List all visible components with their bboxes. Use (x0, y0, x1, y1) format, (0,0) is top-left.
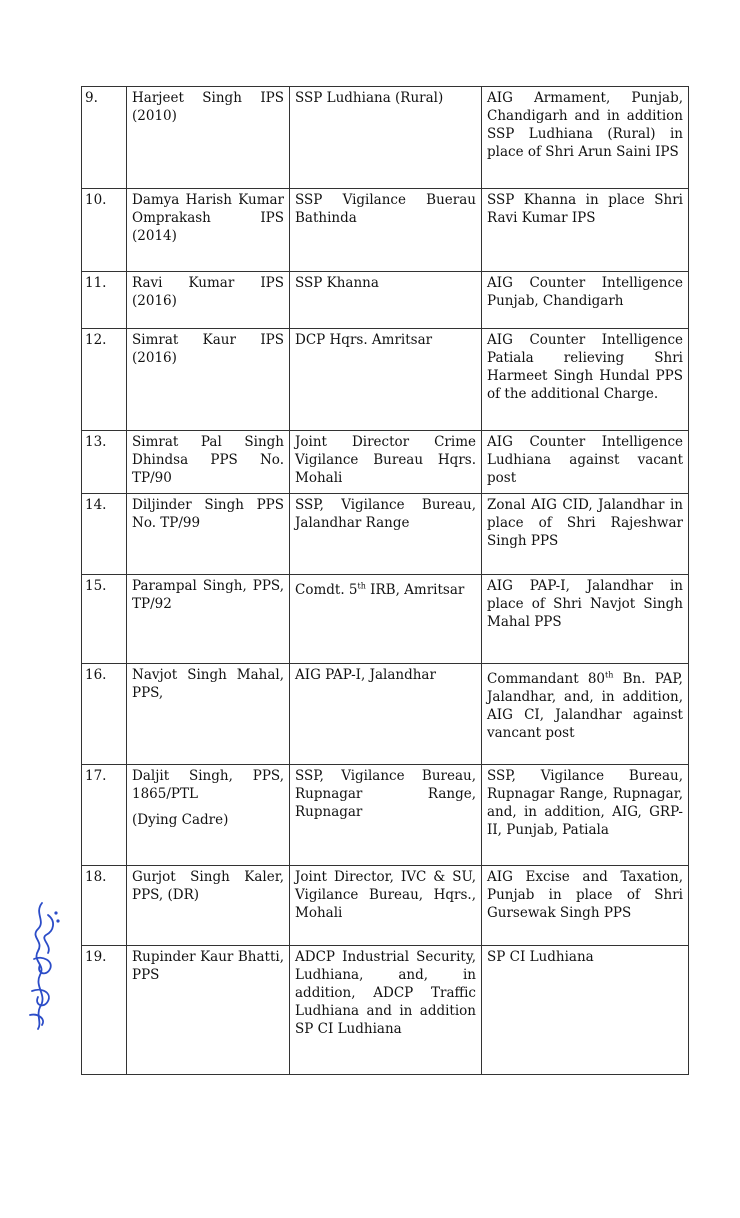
current-posting-cell (290, 431, 482, 494)
table-body (82, 87, 689, 1075)
serial-number-text: 12. (85, 332, 107, 348)
officer-name-cell (127, 866, 290, 946)
new-posting-cell (482, 431, 689, 494)
officer-name-cell (127, 946, 290, 1075)
new-posting-text: AIG Excise and Taxation, Punjab in place of Shri Gursewak Singh PPS (487, 869, 683, 921)
officer-name-cell (127, 494, 290, 575)
officer-name-cell (127, 664, 290, 765)
new-posting-text: Commandant 80th Bn. PAP, Jalandhar, and, in addition, AIG CI, Jalandhar against vancant post (487, 670, 683, 741)
serial-number-text: 17. (85, 768, 107, 784)
current-posting-cell (290, 946, 482, 1075)
current-posting-text: SSP, Vigilance Bureau, Jalandhar Range (295, 497, 476, 531)
current-posting-cell (290, 494, 482, 575)
new-posting-cell (482, 87, 689, 189)
current-posting-cell (290, 272, 482, 329)
new-posting-cell (482, 946, 689, 1075)
current-posting-text: SSP Khanna (295, 275, 379, 291)
transfer-table (81, 86, 689, 1075)
new-posting-text: AIG Armament, Punjab, Chandigarh and in addition SSP Ludhiana (Rural) in place of Shri Arun Saini IPS (487, 90, 683, 160)
new-posting-text: Zonal AIG CID, Jalandhar in place of Shri Rajeshwar Singh PPS (487, 497, 683, 549)
officer-name-cell (127, 272, 290, 329)
new-posting-cell (482, 575, 689, 664)
current-posting-cell (290, 866, 482, 946)
officer-name-text: Ravi Kumar IPS (2016) (132, 275, 284, 309)
table-row (82, 866, 689, 946)
current-posting-text: Comdt. 5th IRB, Amritsar (295, 581, 465, 598)
officer-name-text: Damya Harish Kumar Omprakash IPS (2014) (132, 192, 284, 244)
new-posting-text: SSP, Vigilance Bureau, Rupnagar Range, Rupnagar, and, in addition, AIG, GRP-II, Punjab, Patiala (487, 768, 683, 838)
serial-number-text: 15. (85, 578, 107, 594)
officer-name-cell (127, 189, 290, 272)
current-posting-text: AIG PAP-I, Jalandhar (295, 667, 436, 683)
serial-number-cell (82, 431, 127, 494)
current-posting-cell (290, 189, 482, 272)
new-posting-text: SP CI Ludhiana (487, 949, 594, 965)
signature-dot (56, 919, 59, 922)
new-posting-text: AIG PAP-I, Jalandhar in place of Shri Navjot Singh Mahal PPS (487, 578, 683, 630)
current-posting-text: SSP, Vigilance Bureau, Rupnagar Range, Rupnagar (295, 768, 476, 820)
table-row (82, 946, 689, 1075)
serial-number-cell (82, 189, 127, 272)
current-posting-text: ADCP Industrial Security, Ludhiana, and, in addition, ADCP Traffic Ludhiana and in addition SP CI Ludhiana (295, 949, 476, 1037)
officer-name-text: Diljinder Singh PPS No. TP/99 (132, 497, 284, 531)
current-posting-text: SSP Ludhiana (Rural) (295, 90, 444, 106)
serial-number-text: 10. (85, 192, 107, 208)
serial-number-text: 11. (85, 275, 107, 291)
table-row (82, 575, 689, 664)
current-posting-cell (290, 664, 482, 765)
new-posting-text: AIG Counter Intelligence Patiala relieving Shri Harmeet Singh Hundal PPS of the additional Charge. (487, 332, 683, 402)
officer-name-cell (127, 87, 290, 189)
new-posting-cell (482, 765, 689, 866)
current-posting-text: Joint Director Crime Vigilance Bureau Hqrs. Mohali (295, 434, 476, 486)
officer-name-cell (127, 329, 290, 431)
current-posting-cell (290, 575, 482, 664)
serial-number-cell (82, 329, 127, 431)
serial-number-text: 14. (85, 497, 107, 513)
serial-number-cell (82, 664, 127, 765)
serial-number-cell (82, 946, 127, 1075)
serial-number-cell (82, 765, 127, 866)
table-row (82, 329, 689, 431)
officer-name-text: Daljit Singh, PPS, 1865/PTL (132, 768, 284, 802)
officer-cadre-note: (Dying Cadre) (132, 812, 229, 828)
new-posting-cell (482, 866, 689, 946)
officer-name-text: Simrat Pal Singh Dhindsa PPS No. TP/90 (132, 434, 284, 486)
current-posting-text: SSP Vigilance Buerau Bathinda (295, 192, 476, 226)
current-posting-cell (290, 765, 482, 866)
officer-name-text: Harjeet Singh IPS (2010) (132, 90, 284, 124)
officer-name-cell (127, 765, 290, 866)
current-posting-text: DCP Hqrs. Amritsar (295, 332, 433, 348)
current-posting-cell (290, 87, 482, 189)
serial-number-cell (82, 272, 127, 329)
new-posting-text: SSP Khanna in place Shri Ravi Kumar IPS (487, 192, 683, 226)
serial-number-text: 16. (85, 667, 107, 683)
handwritten-signature (12, 895, 72, 1035)
new-posting-text: AIG Counter Intelligence Ludhiana against vacant post (487, 434, 683, 486)
new-posting-cell (482, 329, 689, 431)
serial-number-text: 18. (85, 869, 107, 885)
serial-number-cell (82, 494, 127, 575)
current-posting-cell (290, 329, 482, 431)
new-posting-cell (482, 494, 689, 575)
table-row (82, 494, 689, 575)
table-row (82, 431, 689, 494)
new-posting-text: AIG Counter Intelligence Punjab, Chandigarh (487, 275, 683, 309)
officer-name-text: Rupinder Kaur Bhatti, PPS (132, 949, 284, 983)
serial-number-text: 19. (85, 949, 107, 965)
serial-number-text: 9. (85, 90, 98, 106)
table-row (82, 765, 689, 866)
officer-name-text: Parampal Singh, PPS, TP/92 (132, 578, 284, 612)
serial-number-cell (82, 575, 127, 664)
table-row (82, 664, 689, 765)
table-row (82, 189, 689, 272)
new-posting-cell (482, 272, 689, 329)
officer-name-cell (127, 431, 290, 494)
new-posting-cell (482, 189, 689, 272)
serial-number-cell (82, 87, 127, 189)
signature-dot (54, 911, 57, 914)
serial-number-text: 13. (85, 434, 107, 450)
officer-name-text: Simrat Kaur IPS (2016) (132, 332, 284, 366)
new-posting-cell (482, 664, 689, 765)
officer-name-text: Navjot Singh Mahal, PPS, (132, 667, 284, 701)
officer-name-text: Gurjot Singh Kaler, PPS, (DR) (132, 869, 284, 903)
serial-number-cell (82, 866, 127, 946)
table-row (82, 272, 689, 329)
officer-name-cell (127, 575, 290, 664)
current-posting-text: Joint Director, IVC & SU, Vigilance Bureau, Hqrs., Mohali (295, 869, 476, 921)
table-row (82, 87, 689, 189)
